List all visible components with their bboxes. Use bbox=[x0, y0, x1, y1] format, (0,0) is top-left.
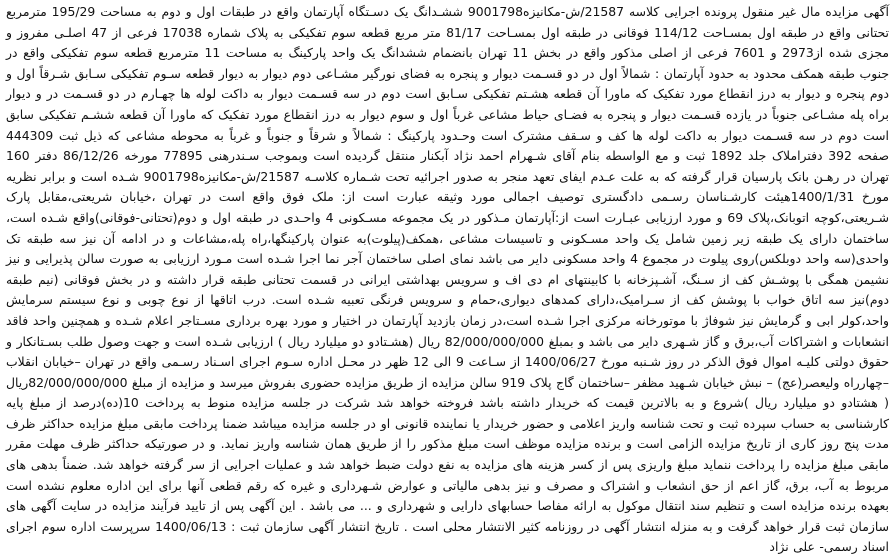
notice-body-text: آگهی مزایده مال غیر منقول پرونده اجرایی کلاسه 21587/ش-مکانیزه9001798 ششـدانگ یک دسـتگاه آپارتمان واقع در طبقات اول و دوم به مساحت 195/29 مترمربع تحتانی واقع در طبقه اول بمسـاحت 114/12 فوقانی در طبقه اول بمسـاحت 81/17 متر مربع قطعه سوم تفکیکی به پلاک شماره 17038 فرعی از 47 اصلـی مفروز و مجزی شده از2973 و 7601 فرعی از اصلی مذکور واقع در بخش 11 تهران بانضمام ششدانگ یک واحد پارکینگ به مساحت 11 مترمربع قطعه سوم تفکیکی واقع در جنوب طبقه همکف محدود به حدود آپارتمان : شمالاً اول در دو قسـمت دیوار و پنجره به فضای نورگیر مشـاعی دوم دیوار به دیوار قطعه سـوم تفکیکی سـابق شـرقاً اول و دوم پنجره و دیوار به درز انقطاع مورد تفکیک که ماورا آن قطعه هشـتم تفکیکی سـابق است دوم در سه قسـمت دیوار به داکت لوله ها چهـارم در دو قسـمت در و دیوار براه پله مشـاعی جنوباً در یازده قسـمت دیوار و پنجره به فضـای حیاط مشاعی غرباً اول و سوم دیوار به درز انقطاع مورد تفکیک که ماورا آن قطعه ششـم تفکیکی سابق است دوم در سه قسـمت دیوار به داکت لوله ها کف و سـقف مشترک است وحـدود پارکینگ : شمالاً و شرقاً و جنوباً و غرباً به محوطه مشاعی که ذیل ثبت 444309 صفحه 392 دفتراملاک جلد 1892 ثبت و مع الواسطه بنام آقای شـهرام احمد نژاد آبکنار منتقل گردیده است وبموجب سـندرهنی 77895 مورخه 86/12/26 دفتر 160 تهران در رهـن بانک پارسیان قرار گرفته که به علت عـدم ایفای تعهد منجر به صدور اجرائیه تحت شـماره کلاسـه 21587/ش-مکانیزه9001798 شـده است و برابر نظریه مورخ 1400/1/31هیئت کارشـناسان رسـمی دادگستری توصیف اجمالی مورد وثیقه عبارت است از: ملک فوق واقع است در تهران ،خیابان شریعتی،مقابل پارک شـریعتی،کوچه اتوبانک،پلاک 69 و مورد ارزیابی عبـارت است از:آپارتمان مـذکور در یک مجموعه مسـکونی 4 واحـدی در طبقه اول و دوم(تحتانی-فوقانی)واقع شـده است، ساختمان دارای یک طبقه زیر زمین شامل یک واحد مسـکونی و تاسیسات مشاعی ،همکف(پیلوت)به عنوان پارکینگها،راه پله،مشاعات و در ادامه آن نیز سه طبقه تک واحدی(سه واحد دوبلکس)روی پیلوت در مجموع 4 واحد مسکونی دایر می باشد نمای اصلی ساختمان آجر نما اجرا شـده است مـورد ارزیابی به صورت سالن پذیرایی و نیز نشیمن همگی با پوشـش کف از سـنگ، آشـپزخانه با کابینتهای ام دی اف و سرویس بهداشتی ایرانی در قسمت تحتانی طبقه قرار داشته و در بخش فوقانی (نیم طبقه دوم)نیز سه اتاق خواب با پوشش کف از سـرامیک،دارای کمدهای دیواری،حمام و سرویس فرنگی تعبیه شـده است. درب اتاقها از نوع چوبی و نوع سیستم سرمایش واحد،کولر ابی و گرمایش نیز شوفاژ با موتورخانه مرکزی اجرا شـده است،در زمان بازدید آپارتمان در اختیار و مورد بهره برداری مسـتاجر اعلام شـده و همچنین واحد فاقد انشعابات و اشتراکات آب،برق و گاز شـهری دایر می باشد و بمبلغ 82/000/000/000 ریال (هشـتادو دو میلیارد ریال ) ارزیابی شـده است و جهت وصول طلب بسـتانکار و حقوق دولتی کلیـه اموال فوق الذکر در روز شـنبه مورخ 1400/06/27 از سـاعت 9 الی 12 ظهر در محـل اداره سـوم اجرای اسـناد رسـمی واقع در تهران –خیابان انقلاب –چهارراه ولیعصر(عج) – نبش خیابان شـهید مظفر –ساختمان گاج پلاک 919 سالن مزایده از طریق مزایده حضوری بفروش میرسد و مزایده از مبلغ 82/000/000/000ریال ( هشتادو دو میلیارد ریال )شروع و به بالاترین قیمت که خریدار داشته باشد فروخته خواهد شد شرکت در جلسه مزایده منوط به پرداخت 10(ده)درصد از مبلغ پایه کارشناسی به حساب سپرده ثبت و تحت شناسه واریز اعلامی و حضور خریدار یا نماینده قانونی او در جلسه مزایده میباشد ضمنا پرداخت مابقی مبلغ مزایده حداکثر ظرف مدت پنج روز کاری از تاریخ مزایده الزامی است و برنده مزایده موظف است مبلغ مذکور را از طریق همان شناسه واریز نماید. و در صورتیکه حداکثر ظرف مهلت مقرر مابقی مبلغ مزایده را پرداخت ننماید مبلغ واریزی پس از کسر هزینه های مزایده به نفع دولت ضبط خواهد شد و عملیات اجرایی از سر گرفته خواهد شد. ضمناً بدهی های مربوط به آب، برق، گاز اعم از حق انشعاب و اشتراک و مصرف و نیز بدهی مالیاتی و عوارض شـهرداری و غیره که رقم قطعی آنها برای این اداره معلوم نشده است بعهده برنده مزایده است و تنظیم سند انتقال موکول به ارائه مفاصا حسابهای دارایی و شهرداری و ... می باشد . این آگهی پس از تایید فرآیند مزایده در سایت آگهی های سازمان ثبت قرار خواهد گرفت و به منزله انتشار آگهی در روزنامه کثیر الانتشار محلی است . تاریخ انتشار آگهی سازمان ثبت : 1400/06/13 سرپرست اداره سوم اجرای اسناد رسمی- علی نژاد bbox=[6, 4, 890, 555]
